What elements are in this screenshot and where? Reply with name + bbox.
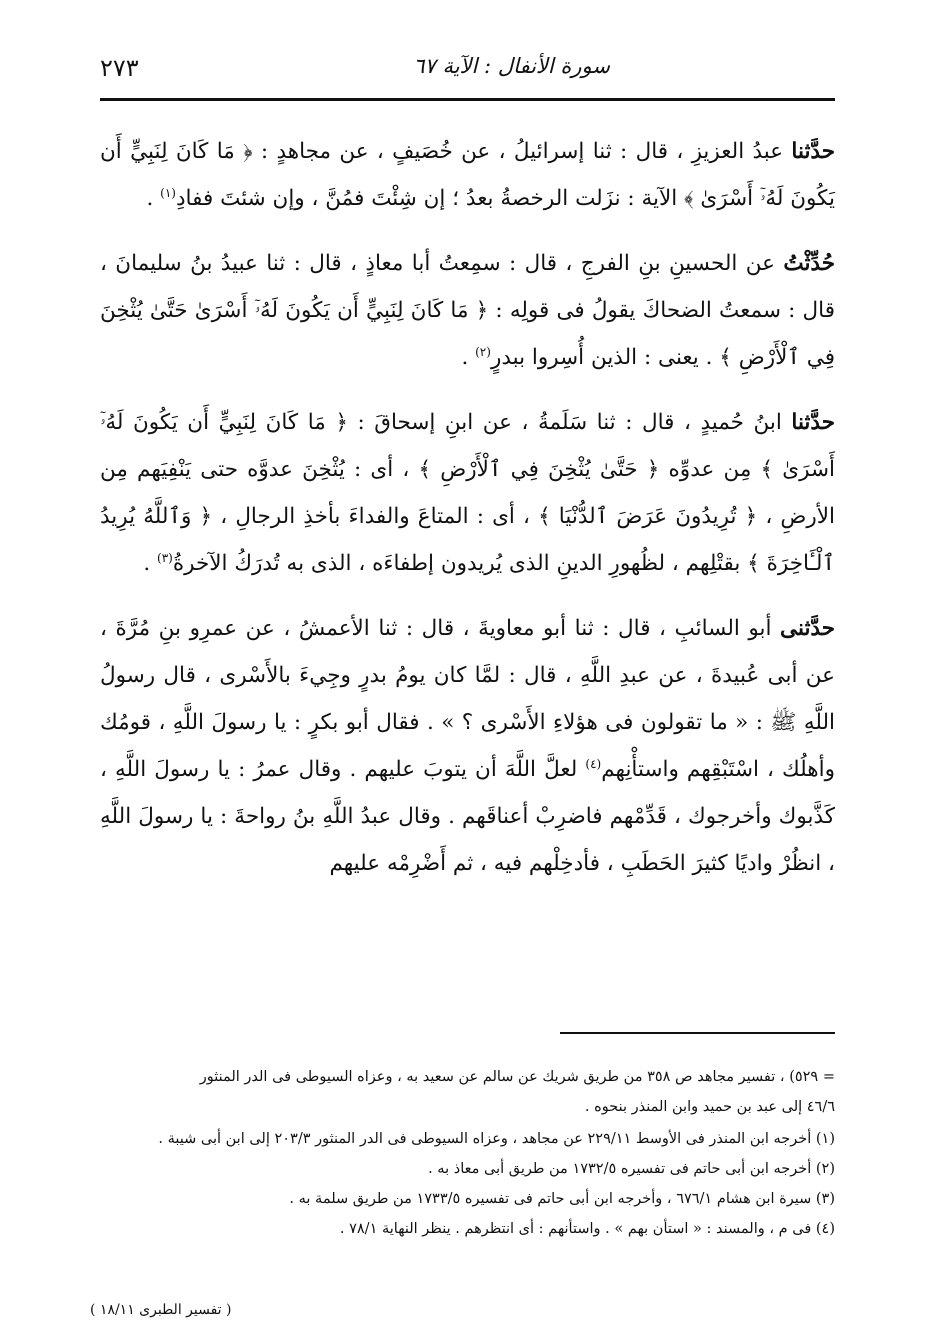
paragraph-lead: حدَّثنى (780, 616, 835, 641)
footnote-ref: (٤) (585, 756, 602, 771)
quran-quote: ﴿ مَا كَانَ لِنَبِيٍّ أَن يَكُونَ لَهُۥٓ أَسْرَىٰ حَتَّىٰ يُثْخِنَ فِي ٱلْأَرْضِ ﴾ (100, 298, 835, 370)
paragraph-end: . (461, 345, 476, 370)
paragraph-text: الآية : نزَلت الرخصةُ بعدُ ؛ إن شِئْتَ فمُنَّ ، وإن شئتَ ففادِ (175, 186, 685, 211)
paragraph-text: مِن عدوِّه ﴿ حَتَّىٰ يُثْخِنَ فِي ٱلْأَرْضِ ﴾ ، أى : يُثْخِنَ عدوَّه حتى يَنْفِيَهم مِن الأرضِ ، ﴿ تُرِيدُونَ عَرَضَ ٱلدُّنْيَا ﴾ ، أى : المتاعَ والفداءَ بأخذِ الرجالِ ، ﴿ وَٱللَّهُ يُرِيدُ ٱلْـَٔاخِرَةَ ﴾ بقتْلِهم ، لظُهورِ الدينِ الذى يُريدون إطفاءَه ، الذى به تُدرَكُ الآخرةُ (100, 457, 835, 576)
volume-reference: ( تفسير الطبرى ١٨/١١ ) (90, 1302, 232, 1318)
footnotes (100, 1062, 835, 1244)
body-text (100, 128, 835, 905)
footnote-4: (٤) فى م ، والمسند : « استأن بهم » . واستأنهم : أى انتظرهم . ينظر النهاية ٧٨/١ . (339, 1221, 835, 1237)
paragraph-text: . يعنى : الذين أُسِروا ببدرٍ (490, 345, 720, 370)
footnote-2: (٢) أخرجه ابن أبى حاتم فى تفسيره ١٧٣٢/٥ من طريق أبى معاذ به . (428, 1161, 835, 1177)
paragraph-2 (100, 240, 835, 381)
footnote-continuation: = ٥٢٩) ، تفسير مجاهد ص ٣٥٨ من طريق شريك عن سالم عن سعيد به ، وعزاه السيوطى فى الدر المنثور (199, 1069, 835, 1085)
footnote-ref: (٢) (475, 344, 491, 359)
paragraph-1 (100, 128, 835, 222)
paragraph-lead: حدَّثنا (791, 410, 835, 435)
footnote-ref: (٣) (157, 550, 173, 565)
paragraph-text: ابنُ حُميدٍ ، قال : ثنا سَلَمةُ ، عن ابنِ إسحاقَ : (347, 410, 792, 435)
page-header (100, 48, 835, 88)
paragraph-3 (100, 399, 835, 587)
quran-quote: ﴿ مَا كَانَ لِنَبِيٍّ أَن يَكُونَ لَهُۥٓ أَسْرَىٰ ﴾ (100, 410, 835, 482)
paragraph-end: . (146, 186, 161, 211)
paragraph-lead: حُدِّثْتُ (783, 251, 835, 276)
paragraph-text: عن الحسينِ بنِ الفرجِ ، قال : سمِعتُ أبا معاذٍ ، قال : ثنا عبيدُ بنُ سليمانَ ، قال : سمعتُ الضحاكَ يقولُ فى قولِه : (100, 251, 836, 323)
paragraph-4 (100, 605, 835, 887)
paragraph-end: لعلَّ اللَّهَ أن يتوبَ عليهم . وقال عمرُ : يا رسولَ اللَّهِ ، كَذَّبوك وأخرجوك ، قَدِّمْهم فاضرِبْ أعناقَهم . وقال عبدُ اللَّهِ بنُ رواحةَ : يا رسولَ اللَّهِ ، انظُرْ واديًا كثيرَ الحَطَبِ ، فأدخِلْهم فيه ، ثم أَضْرِمْه عليهم (100, 757, 835, 876)
page-number: ٢٧٣ (100, 54, 139, 82)
paragraph-text: أبو السائبِ ، قال : ثنا أبو معاويةَ ، قال : ثنا الأعمشُ ، عن عمرِو بنِ مُرَّةَ ، عن أبى عُبيدةَ ، عن عبدِ اللَّهِ ، قال : لمَّا كان يومُ بدرٍ وجِيءَ بالأَسْرى ، قال رسولُ اللَّهِ ﷺ : « ما تقولون فى هؤلاءِ الأَسْرى ؟ » . فقال أبو بكرٍ : يا رسولَ اللَّهِ ، قومُك وأهلُك ، اسْتَبْقِهم واستأْنِهم (100, 616, 835, 782)
footnote-rule (560, 1032, 835, 1034)
paragraph-text: عبدُ العزيزِ ، قال : ثنا إسرائيلُ ، عن خُصَيفٍ ، عن مجاهدٍ : (252, 139, 792, 164)
paragraph-lead: حدَّثنا (791, 139, 836, 164)
footnote-3: (٣) سيرة ابن هشام ٦٧٦/١ ، وأخرجه ابن أبى حاتم فى تفسيره ١٧٣٣/٥ من طريق سلمة به . (289, 1191, 835, 1207)
footnote-continuation: ٤٦/٦ إلى عبد بن حميد وابن المنذر بنحوه . (584, 1099, 835, 1115)
paragraph-end: . (143, 551, 158, 576)
footnote-ref: (١) (160, 185, 176, 200)
header-rule (100, 98, 835, 101)
quran-quote: ﴿ مَا كَانَ لِنَبِيٍّ أَن يَكُونَ لَهُۥٓ أَسْرَىٰ ﴾ (100, 139, 835, 211)
running-title: سورة الأنفال : الآية ٦٧ (413, 54, 610, 78)
footnote-1: (١) أخرجه ابن المنذر فى الأوسط ٢٢٩/١١ عن مجاهد ، وعزاه السيوطى فى الدر المنثور ٢٠٣/٣ إلى ابن أبى شيبة . (158, 1131, 835, 1147)
